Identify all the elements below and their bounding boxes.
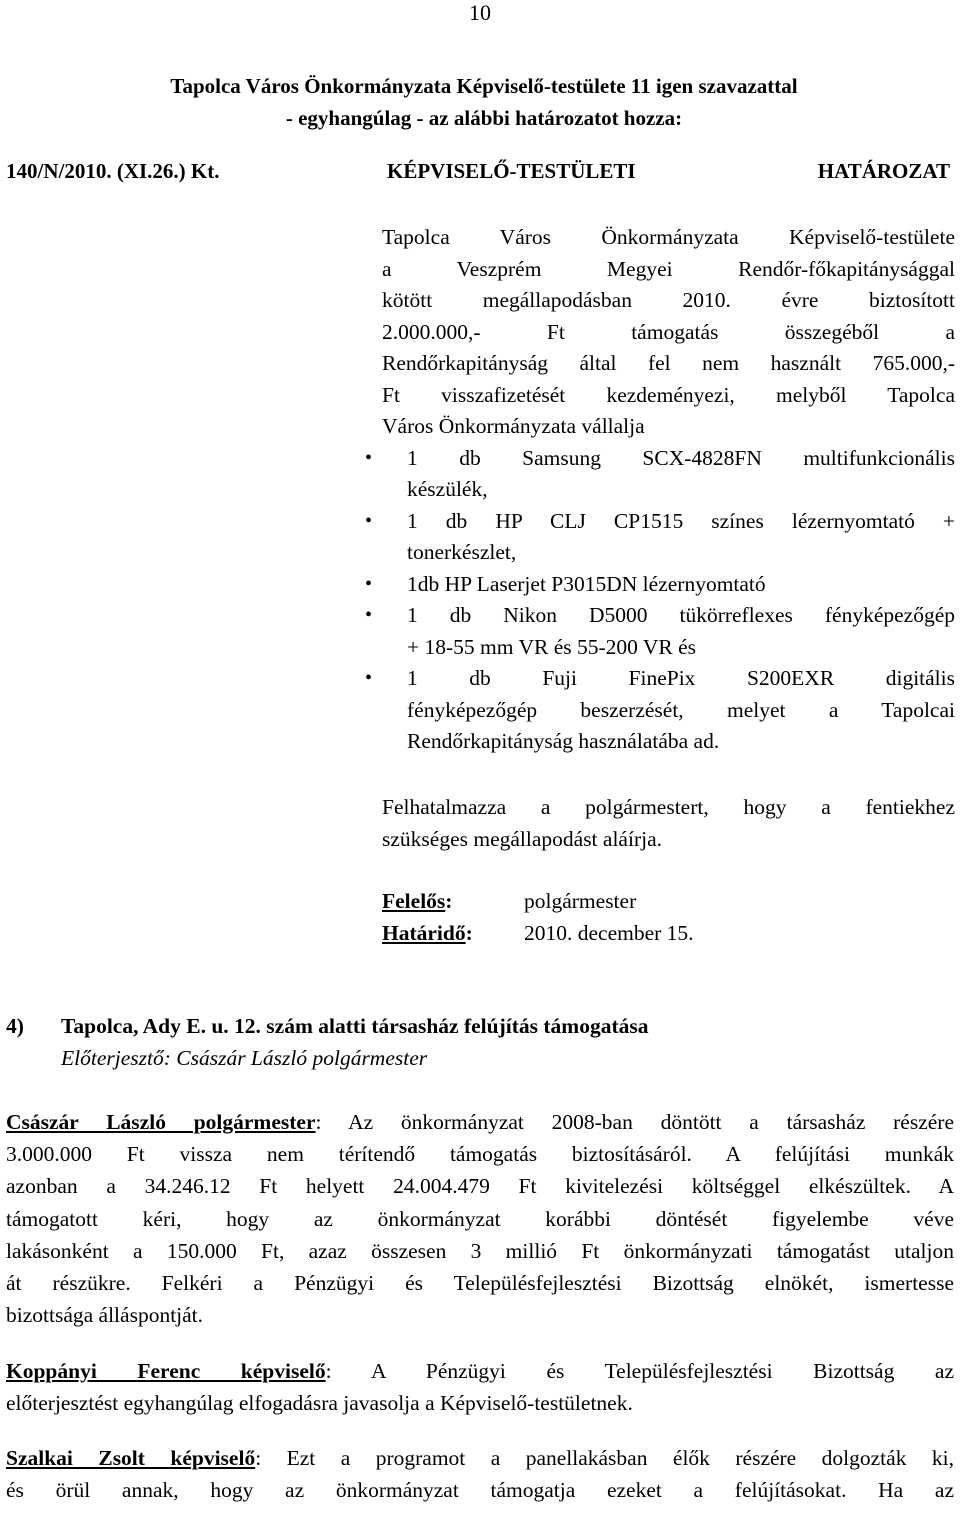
agenda-item: [6, 1011, 950, 1074]
item-line: • 1 db Fuji FinePix S200EXR digitális: [407, 666, 955, 690]
speech-paragraph: [6, 1106, 954, 1331]
item-line: Rendőrkapitányság használatába ad.: [407, 729, 720, 753]
item-line: • 1db HP Laserjet P3015DN lézernyomtató: [407, 571, 766, 596]
responsibility-block: [382, 886, 694, 949]
body-line: Ft visszafizetését kezdeményezi, melyből Tapolca: [382, 382, 955, 407]
speech-line: 3.000.000 Ft vissza nem térítendő támogatás biztosításáról. A felújítási munkák: [6, 1142, 954, 1167]
resolution-type: KÉPVISELŐ-TESTÜLETI: [387, 159, 636, 183]
list-item: [382, 569, 955, 601]
speech-paragraph: [6, 1355, 954, 1419]
responsible-value: polgármester: [524, 889, 637, 913]
item-line: készülék,: [407, 477, 488, 501]
body-line: kötött megállapodásban 2010. évre biztosított: [382, 288, 955, 312]
item-line: • 1 db Nikon D5000 tükörreflexes fényképezőgép: [407, 603, 955, 627]
speech-line: lakásonként a 150.000 Ft, azaz összesen 3 millió Ft önkormányzati támogatást utaljon: [6, 1238, 954, 1263]
agenda-presenter: Előterjesztő: Császár László polgármester: [61, 1045, 428, 1070]
speaker-name: Szalkai Zsolt képviselő: [6, 1446, 256, 1470]
speech-line: át részükre. Felkéri a Pénzügyi és Településfejlesztési Bizottság elnökét, ismertesse: [6, 1271, 954, 1296]
speech-line: Császár László polgármester: Az önkormányzat 2008-ban döntött a társasház részére: [6, 1110, 954, 1134]
deadline-row: [382, 918, 694, 950]
resolution-type-2: HATÁROZAT: [817, 159, 950, 183]
resolution-number: 140/N/2010. (XI.26.) Kt.: [6, 159, 220, 183]
item-line: • 1 db HP CLJ CP1515 színes lézernyomtató +: [407, 508, 955, 533]
deadline-value: 2010. december 15.: [524, 920, 694, 945]
authorization: [382, 792, 955, 855]
speech-line: és örül annak, hogy az önkormányzat támogatja ezeket a felújításokat. Ha az: [6, 1478, 954, 1503]
speech-line: Koppányi Ferenc képviselő: A Pénzügyi és Településfejlesztési Bizottság az: [6, 1359, 954, 1383]
speech-line: azonban a 34.246.12 Ft helyett 24.004.479 Ft kivitelezési költséggel elkészültek. A: [6, 1174, 954, 1199]
body-line: Rendőrkapitányság által fel nem használt 765.000,-: [382, 351, 955, 375]
body-line: a Veszprém Megyei Rendőr-főkapitánysággal: [382, 256, 955, 281]
item-line: • 1 db Samsung SCX-4828FN multifunkcionális: [407, 445, 955, 470]
resolution-body: [382, 222, 955, 758]
agenda-title-text: Tapolca, Ady E. u. 12. szám alatti társasház felújítás támogatása: [61, 1014, 649, 1038]
list-item: [382, 663, 955, 758]
speech-paragraph: [6, 1442, 954, 1506]
resolution-header: [6, 159, 950, 193]
item-line: fényképezőgép beszerzését, melyet a Tapolcai: [407, 697, 955, 722]
item-line: + 18-55 mm VR és 55-200 VR és: [407, 634, 697, 659]
page-number: 10: [469, 0, 491, 25]
speech-line: előterjesztést egyhangúlag elfogadásra javasolja a Képviselő-testületnek.: [6, 1391, 633, 1416]
item-line: tonerkészlet,: [407, 540, 517, 564]
speaker-name: Császár László polgármester: [6, 1110, 316, 1134]
list-item: [382, 443, 955, 506]
deadline-label: Határidő:: [382, 920, 473, 945]
intro-statement: [44, 70, 924, 134]
authorization-line: Felhatalmazza a polgármestert, hogy a fentiekhez: [382, 795, 955, 819]
list-item: [382, 600, 955, 663]
speech-line: támogatott kéri, hogy az önkormányzat korábbi döntését figyelembe véve: [6, 1206, 954, 1231]
equipment-list: [382, 443, 955, 758]
body-line: 2.000.000,- Ft támogatás összegéből a: [382, 319, 955, 344]
intro-line: - egyhangúlag - az alábbi határozatot hozza:: [285, 106, 683, 130]
speech-line: Szalkai Zsolt képviselő: Ezt a programot a panellakásban élők részére dolgozták ki,: [6, 1446, 954, 1470]
responsible-label: Felelős:: [382, 889, 453, 913]
responsible-row: [382, 886, 694, 918]
authorization-line: szükséges megállapodást aláírja.: [382, 826, 662, 851]
body-line: Tapolca Város Önkormányzata Képviselő-testülete: [382, 225, 955, 249]
speaker-name: Koppányi Ferenc képviselő: [6, 1359, 326, 1383]
agenda-title: [6, 1011, 950, 1043]
speech-line: bizottsága álláspontját.: [6, 1303, 204, 1328]
agenda-number: 4): [6, 1014, 24, 1038]
body-line: Város Önkormányzata vállalja: [382, 414, 645, 438]
list-item: [382, 506, 955, 569]
intro-line: Tapolca Város Önkormányzata Képviselő-testülete 11 igen szavazattal: [170, 74, 798, 98]
